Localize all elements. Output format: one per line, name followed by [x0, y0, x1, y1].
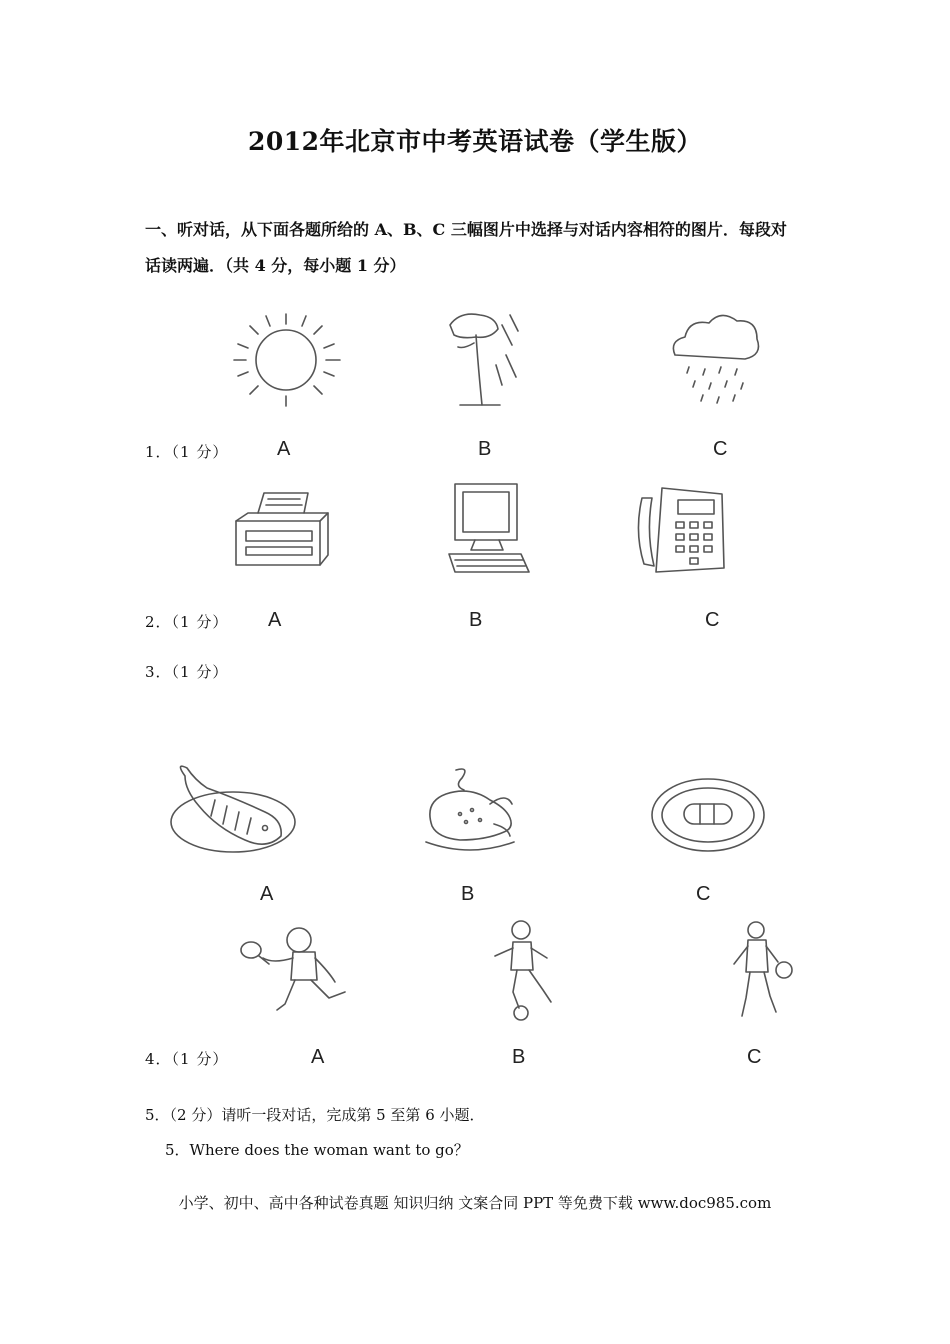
question-2-option-b[interactable]: B	[469, 609, 483, 631]
rain-cloud-icon	[665, 305, 765, 410]
printer-icon	[228, 485, 338, 570]
question-3-option-a[interactable]: A	[260, 883, 274, 905]
question-1-option-b[interactable]: B	[478, 438, 492, 460]
question-5-prompt: 5．Where does the woman want to go？	[165, 1141, 469, 1159]
page-title: 2012年北京市中考英语试卷（学生版）	[247, 127, 703, 156]
question-5-intro: 5．（2 分）请听一段对话，完成第 5 至第 6 小题．	[145, 1106, 485, 1124]
question-1-number: 1．（1 分）	[145, 443, 229, 461]
section-instruction-line1: 一、听对话，从下面各题所给的 A、B、C 三幅图片中选择与对话内容相符的图片．每段对	[145, 220, 787, 239]
football-player-icon	[485, 918, 565, 1023]
question-2-option-a[interactable]: A	[268, 609, 282, 631]
question-3-number: 3．（1 分）	[145, 663, 229, 681]
roast-chicken-icon	[420, 762, 520, 860]
question-4-option-b[interactable]: B	[512, 1046, 526, 1068]
question-4-number: 4．（1 分）	[145, 1050, 229, 1068]
sausage-plate-icon	[648, 770, 770, 860]
question-3-option-b[interactable]: B	[461, 883, 475, 905]
question-3-option-c[interactable]: C	[696, 883, 711, 905]
question-2-number: 2．（1 分）	[145, 613, 229, 631]
computer-icon	[445, 480, 535, 578]
question-2-option-c[interactable]: C	[705, 609, 720, 631]
question-1-option-c[interactable]: C	[713, 438, 728, 460]
telephone-icon	[632, 480, 732, 580]
section-instruction-line2: 话读两遍．（共 4 分，每小题 1 分）	[145, 256, 406, 275]
question-4-option-c[interactable]: C	[747, 1046, 762, 1068]
windy-tree-icon	[440, 305, 530, 410]
fish-plate-icon	[165, 758, 300, 858]
question-4-option-a[interactable]: A	[311, 1046, 325, 1068]
page-footer: 小学、初中、高中各种试卷真题 知识归纳 文案合同 PPT 等免费下载 www.doc985.com	[178, 1194, 772, 1212]
tennis-player-icon	[233, 918, 358, 1023]
basketball-player-icon	[722, 918, 802, 1023]
sun-icon	[228, 308, 358, 408]
question-1-option-a[interactable]: A	[277, 438, 291, 460]
